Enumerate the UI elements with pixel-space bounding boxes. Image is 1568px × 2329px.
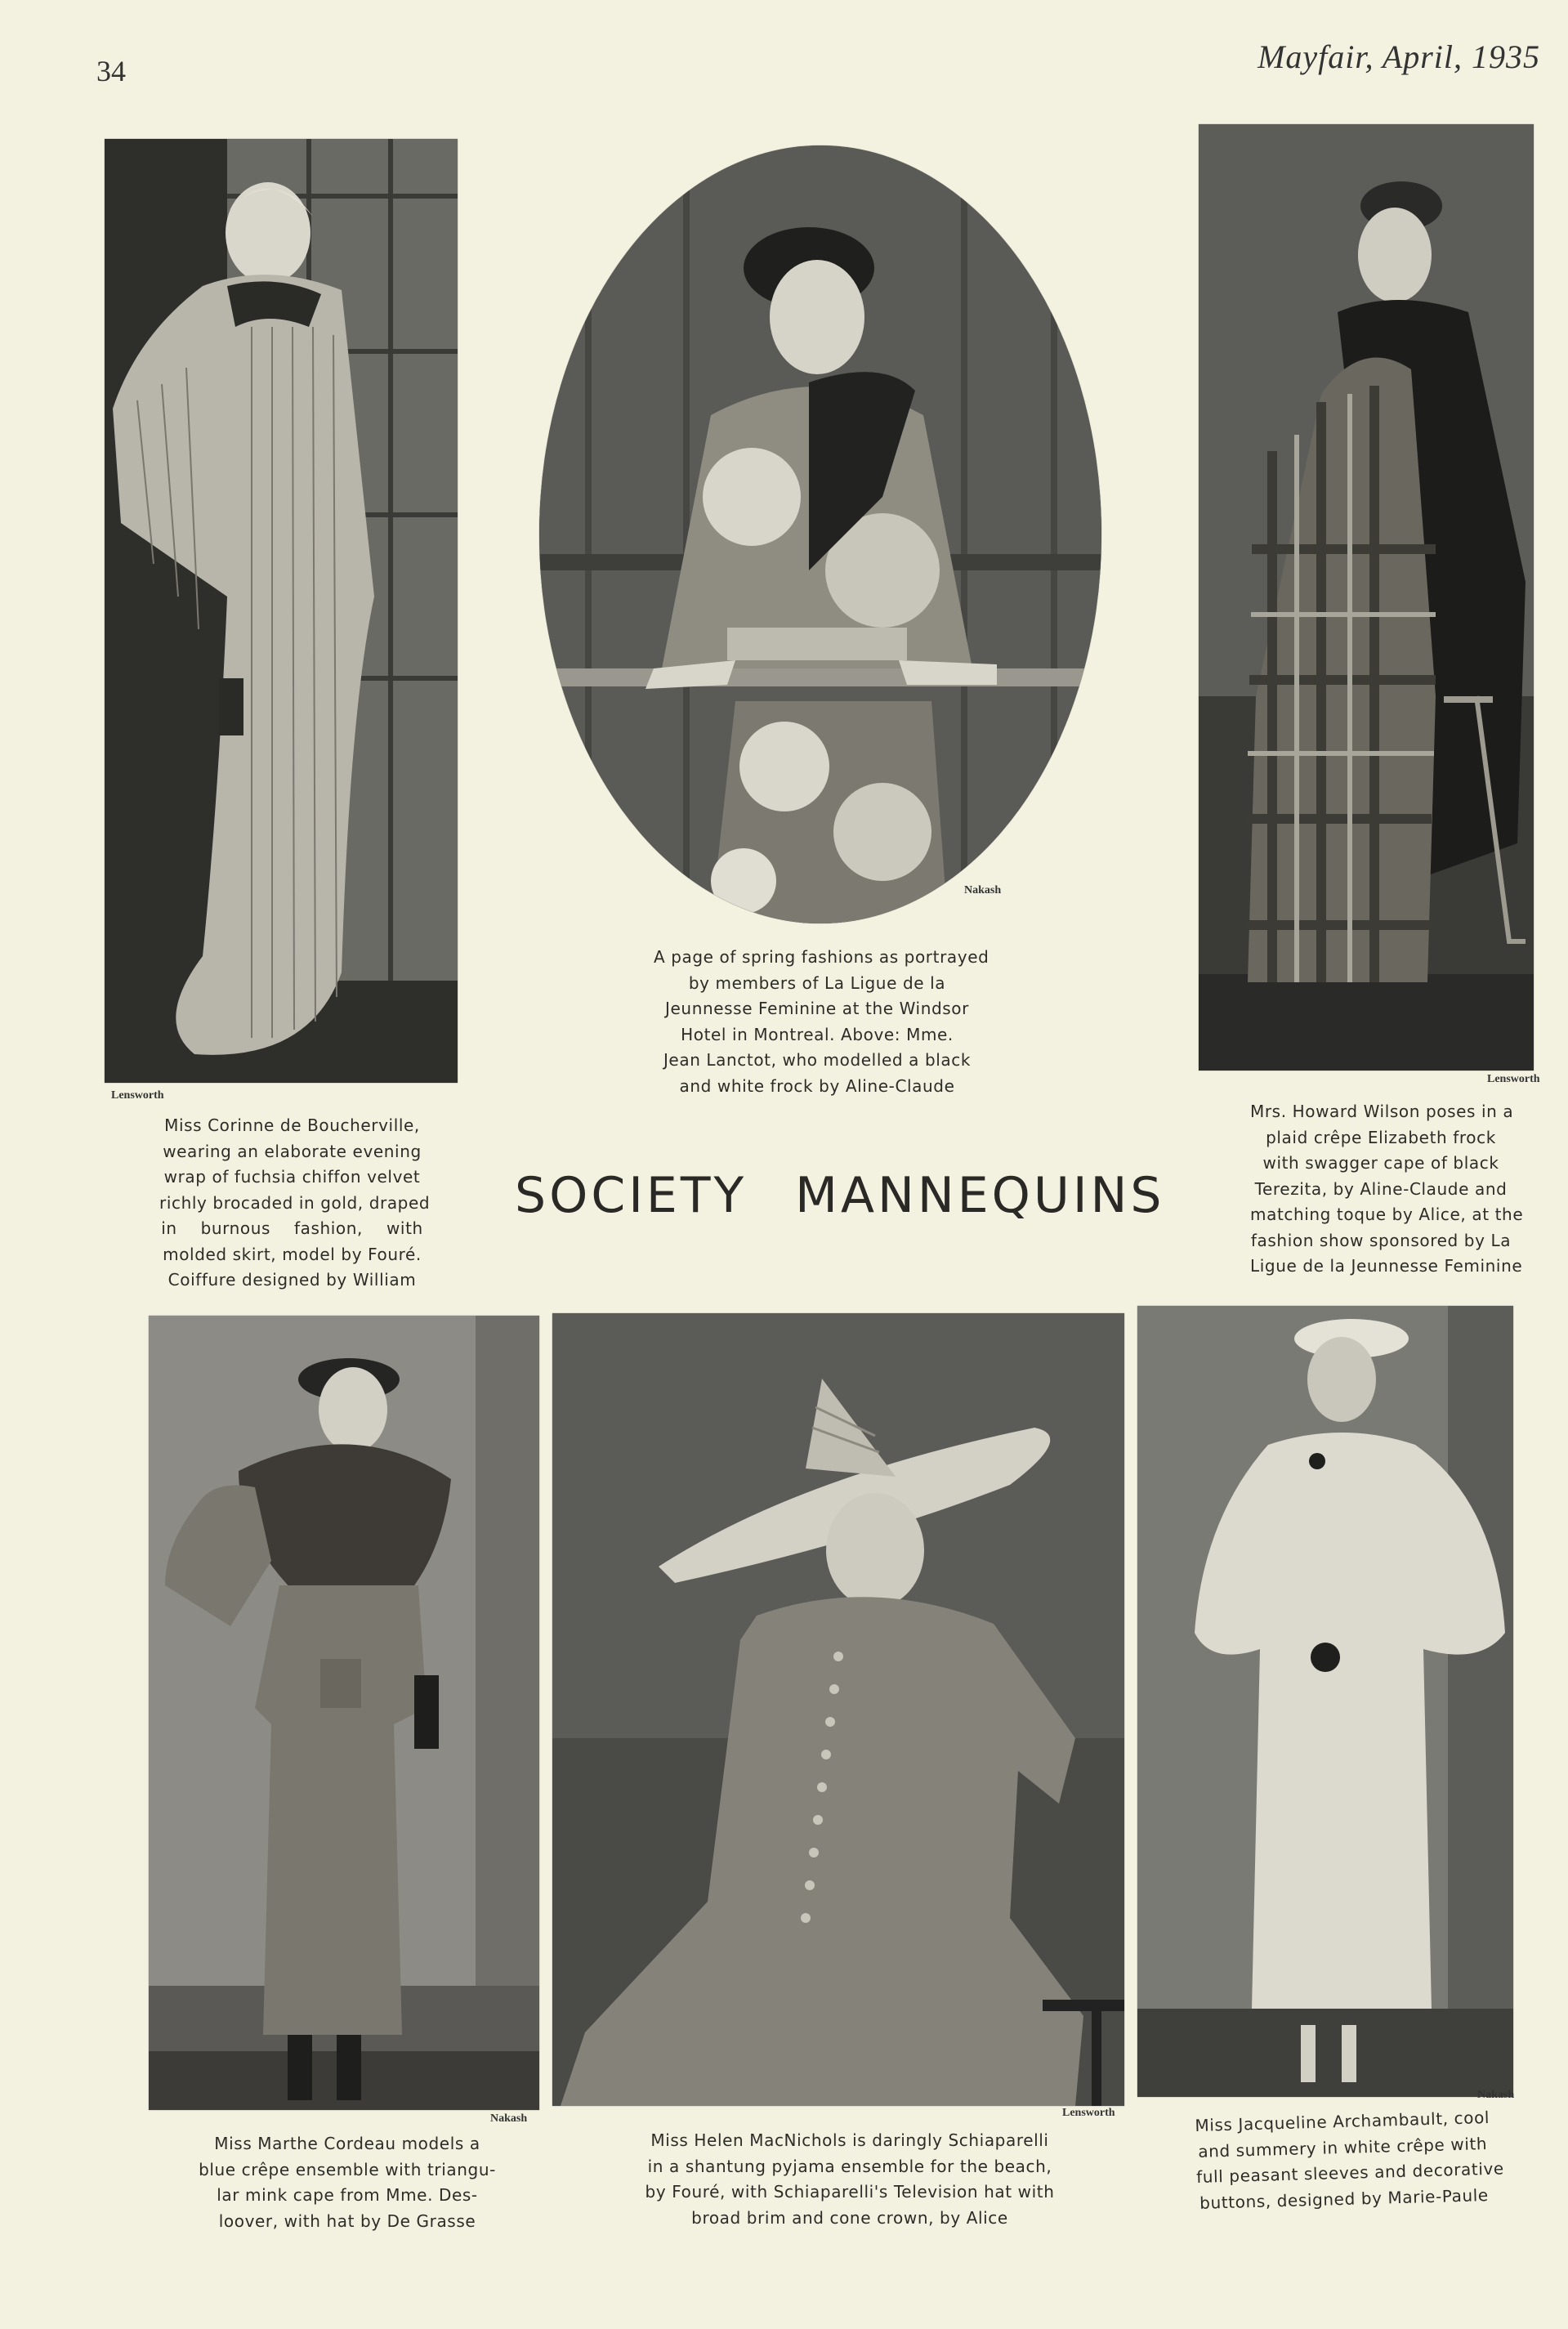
caption-line: matching toque by Alice, at the (1250, 1205, 1524, 1224)
caption-line: Miss Corinne de Boucherville, (164, 1115, 420, 1135)
caption-line: richly brocaded in gold, draped (159, 1192, 431, 1213)
woman-plaid-cape-photo (1199, 124, 1534, 1071)
caption-top-left (159, 1113, 431, 1294)
caption-line: Miss Marthe Cordeau models a (214, 2134, 480, 2153)
caption-line: by Fouré, with Schiaparelli's Television hat with (645, 2182, 1055, 2202)
caption-line: Miss Jacqueline Archambault, cool (1195, 2107, 1490, 2135)
caption-top-center (654, 945, 989, 1099)
photo-credit-bottom-left: Nakash (490, 2112, 528, 2125)
caption-line: and summery in white crêpe with (1197, 2133, 1488, 2161)
photo-top-left (105, 139, 458, 1083)
caption-line: lar mink cape from Mme. Des- (217, 2185, 478, 2205)
caption-line: Terezita, by Aline-Claude and (1254, 1178, 1508, 1199)
caption-line: A page of spring fashions as portrayed (654, 947, 989, 967)
caption-bottom-left (196, 2131, 498, 2234)
caption-line: Jean Lanctot, who modelled a black (663, 1050, 972, 1070)
caption-line: in burnous fashion, with (161, 1218, 423, 1238)
page-title: SOCIETY MANNEQUINS (515, 1167, 1165, 1224)
page-number: 34 (96, 55, 126, 87)
woman-black-white-frock-photo (539, 145, 1101, 923)
caption-bottom-right (1195, 2105, 1505, 2216)
caption-line: plaid crêpe Elizabeth frock (1266, 1127, 1496, 1147)
photo-credit-top-left: Lensworth (111, 1089, 164, 1102)
caption-line: full peasant sleeves and decorative (1195, 2158, 1505, 2187)
photo-top-right (1199, 124, 1534, 1071)
caption-line: Hotel in Montreal. Above: Mme. (681, 1024, 954, 1044)
photo-credit-top-center: Nakash (964, 884, 1002, 896)
caption-line: wrap of fuchsia chiffon velvet (163, 1167, 421, 1187)
caption-line: Miss Helen MacNichols is daringly Schiaparelli (650, 2130, 1049, 2150)
caption-top-right (1250, 1099, 1524, 1280)
photo-credit-top-right: Lensworth (1487, 1073, 1540, 1085)
caption-line: loover, with hat by De Grasse (218, 2211, 476, 2231)
woman-white-crepe-photo (1137, 1306, 1513, 2097)
photo-credit-bottom-center: Lensworth (1062, 2107, 1115, 2119)
photo-top-center (539, 145, 1101, 923)
caption-bottom-center (637, 2128, 1062, 2231)
caption-line: in a shantung pyjama ensemble for the beach, (647, 2156, 1052, 2176)
caption-line: buttons, designed by Marie-Paule (1199, 2184, 1490, 2213)
caption-line: Mrs. Howard Wilson poses in a (1250, 1102, 1514, 1121)
caption-line: molded skirt, model by Fouré. (163, 1244, 422, 1264)
caption-line: broad brim and cone crown, by Alice (691, 2207, 1008, 2228)
caption-line: Coiffure designed by William (168, 1270, 417, 1290)
caption-line: blue crêpe ensemble with triangu- (199, 2159, 496, 2179)
photo-bottom-left (149, 1316, 539, 2110)
caption-line: with swagger cape of black (1262, 1153, 1499, 1173)
caption-line: by members of La Ligue de la (688, 972, 946, 993)
caption-line: wearing an elaborate evening (163, 1141, 422, 1161)
photo-bottom-center (552, 1313, 1124, 2106)
woman-pyjama-ensemble-photo (552, 1313, 1124, 2106)
caption-line: Jeunnesse Feminine at the Windsor (665, 999, 969, 1018)
caption-line: and white frock by Aline-Claude (679, 1075, 955, 1096)
caption-line: fashion show sponsored by La (1250, 1230, 1512, 1250)
photo-credit-bottom-right: Nakash (1477, 2089, 1515, 2101)
woman-evening-wrap-photo (105, 139, 458, 1083)
caption-line: Ligue de la Jeunnesse Feminine (1250, 1256, 1523, 1276)
photo-bottom-right (1137, 1306, 1513, 2097)
running-head: Mayfair, April, 1935 (1258, 38, 1540, 75)
woman-mink-cape-photo (149, 1316, 539, 2110)
